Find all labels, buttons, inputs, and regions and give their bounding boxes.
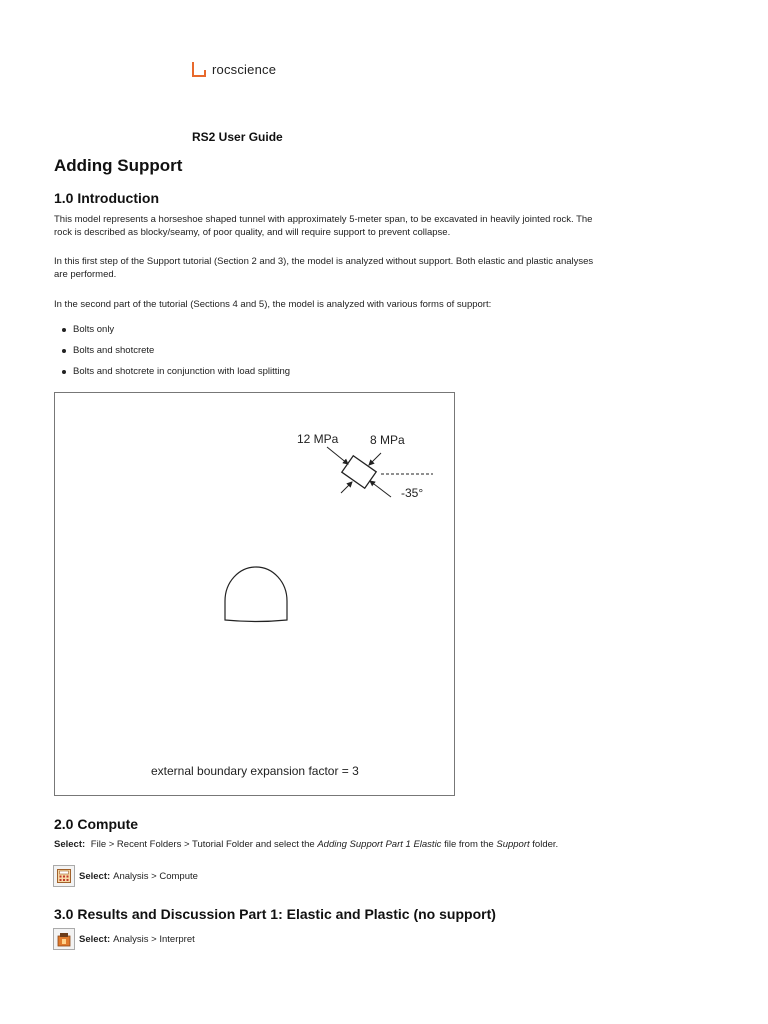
logo-bracket-icon [192, 61, 206, 77]
list-item: Bolts only [62, 324, 290, 345]
model-diagram [55, 393, 456, 797]
list-item: Bolts and shotcrete in conjunction with load splitting [62, 366, 290, 387]
list-item: Bolts and shotcrete [62, 345, 290, 366]
intro-paragraph-1: This model represents a horseshoe shaped tunnel with approximately 5-meter span, to be excavated in heavily jointed rock. The rock is described as blocky/seamy, of poor quality, and will require support to prevent collapse. [54, 214, 593, 238]
page-title: Adding Support [54, 156, 183, 175]
interpret-command-text: Analysis > Interpret [113, 933, 195, 945]
intro-paragraph-2: In this first step of the Support tutorial (Section 2 and 3), the model is analyzed without support. Both elastic and plastic analyses are performed. [54, 256, 594, 280]
guide-title: RS2 User Guide [192, 130, 283, 144]
results-heading: 3.0 Results and Discussion Part 1: Elastic and Plastic (no support) [54, 906, 496, 922]
interpret-icon[interactable] [53, 928, 75, 950]
angle-label: -35° [401, 486, 424, 500]
interpret-select-label: Select: [79, 933, 111, 945]
brand-name: rocscience [212, 61, 277, 77]
model-figure [54, 392, 455, 796]
rocscience-logo [192, 61, 276, 77]
sigma3-label: 8 MPa [370, 433, 405, 447]
compute-select-label: Select: [79, 870, 111, 882]
sigma1-label: 12 MPa [297, 432, 339, 446]
compute-command-text: Analysis > Compute [113, 870, 198, 882]
compute-paragraph: Select: File > Recent Folders > Tutorial Folder and select the Adding Support Part 1 Elastic file from the Support folder. [54, 839, 559, 850]
figure-caption: external boundary expansion factor = 3 [151, 764, 359, 778]
sigma1-arrow-bottom [370, 481, 391, 497]
sigma3-arrow-top [369, 453, 381, 465]
horseshoe-tunnel [225, 567, 287, 622]
support-options-list [62, 324, 290, 387]
sigma1-arrow-top [327, 447, 348, 464]
intro-heading: 1.0 Introduction [54, 190, 159, 206]
compute-heading: 2.0 Compute [54, 816, 139, 832]
sigma3-arrow-bottom [341, 482, 352, 493]
compute-command [53, 865, 198, 887]
interpret-command [53, 928, 195, 950]
compute-icon[interactable] [53, 865, 75, 887]
intro-paragraph-3: In the second part of the tutorial (Sections 4 and 5), the model is analyzed with various forms of support: [54, 299, 492, 310]
